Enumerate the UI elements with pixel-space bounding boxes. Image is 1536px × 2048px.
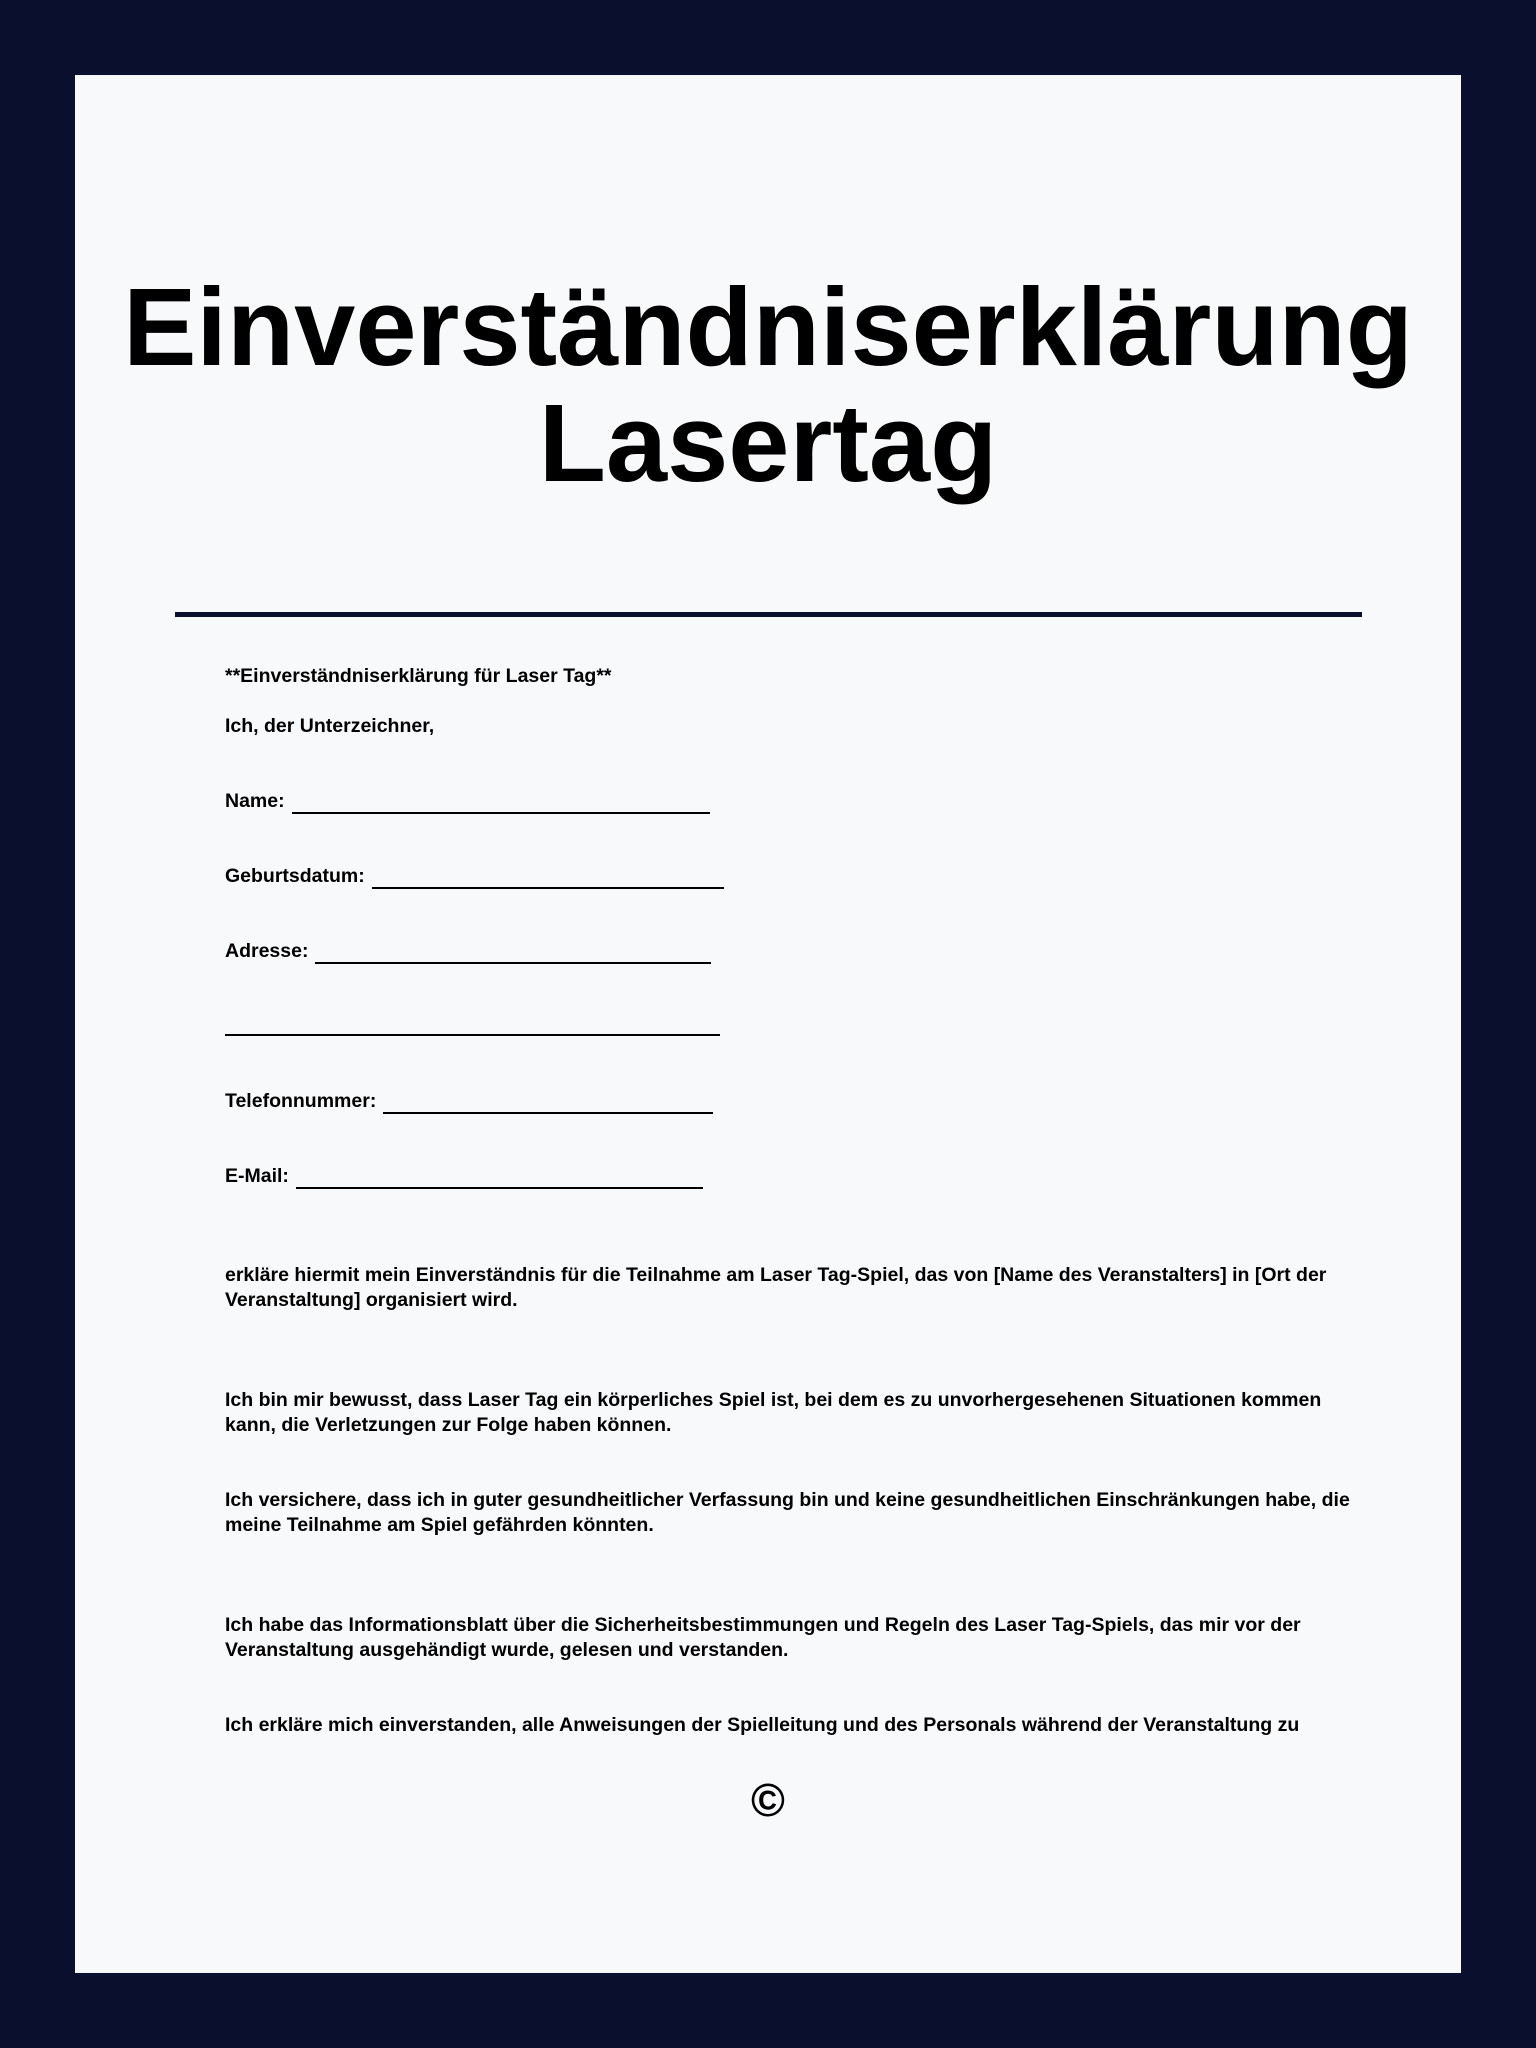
paragraph-consent: erkläre hiermit mein Einverständnis für die Teilnahme am Laser Tag-Spiel, das von [Name des Veranstalters] in [Ort der Veranstaltung] organisiert wird. [225, 1264, 1327, 1311]
birthdate-field[interactable] [225, 864, 724, 889]
phone-underline[interactable] [383, 1092, 713, 1114]
paragraph-health: Ich versichere, dass ich in guter gesundheitlicher Verfassung bin und keine gesundheitlichen Einschränkungen habe, die meine Teilnahme am Spiel gefährden könnten. [225, 1489, 1350, 1536]
email-label: E-Mail: [225, 1165, 289, 1187]
name-underline[interactable] [292, 792, 710, 814]
title-line-2: Lasertag [538, 382, 998, 505]
name-label: Name: [225, 790, 285, 812]
document-title [0, 266, 1536, 505]
intro-text: Ich, der Unterzeichner, [225, 715, 435, 737]
paragraph-rules: Ich habe das Informationsblatt über die Sicherheitsbestimmungen und Regeln des Laser Tag-Spiels, das mir vor der Veranstaltung ausgehändigt wurde, gelesen und verstanden. [225, 1614, 1301, 1661]
phone-field[interactable] [225, 1089, 713, 1114]
name-field[interactable] [225, 789, 710, 814]
address-underline[interactable] [315, 942, 711, 964]
title-line-1: Einverständniserklärung [123, 266, 1413, 389]
address-field[interactable] [225, 939, 711, 964]
address-second-line[interactable] [225, 1014, 720, 1036]
email-field[interactable] [225, 1164, 703, 1189]
paragraph-instructions: Ich erkläre mich einverstanden, alle Anweisungen der Spielleitung und des Personals während der Veranstaltung zu [225, 1714, 1300, 1736]
address-second-underline[interactable] [225, 1014, 720, 1036]
birthdate-underline[interactable] [372, 867, 724, 889]
phone-label: Telefonnummer: [225, 1090, 377, 1112]
copyright-icon: © [751, 1774, 785, 1826]
address-label: Adresse: [225, 940, 309, 962]
email-underline[interactable] [296, 1167, 703, 1189]
form-heading: **Einverständniserklärung für Laser Tag** [225, 665, 612, 687]
title-divider [175, 612, 1362, 617]
birthdate-label: Geburtsdatum: [225, 865, 365, 887]
paragraph-risk: Ich bin mir bewusst, dass Laser Tag ein körperliches Spiel ist, bei dem es zu unvorhergesehenen Situationen kommen kann, die Verletzungen zur Folge haben können. [225, 1389, 1322, 1436]
